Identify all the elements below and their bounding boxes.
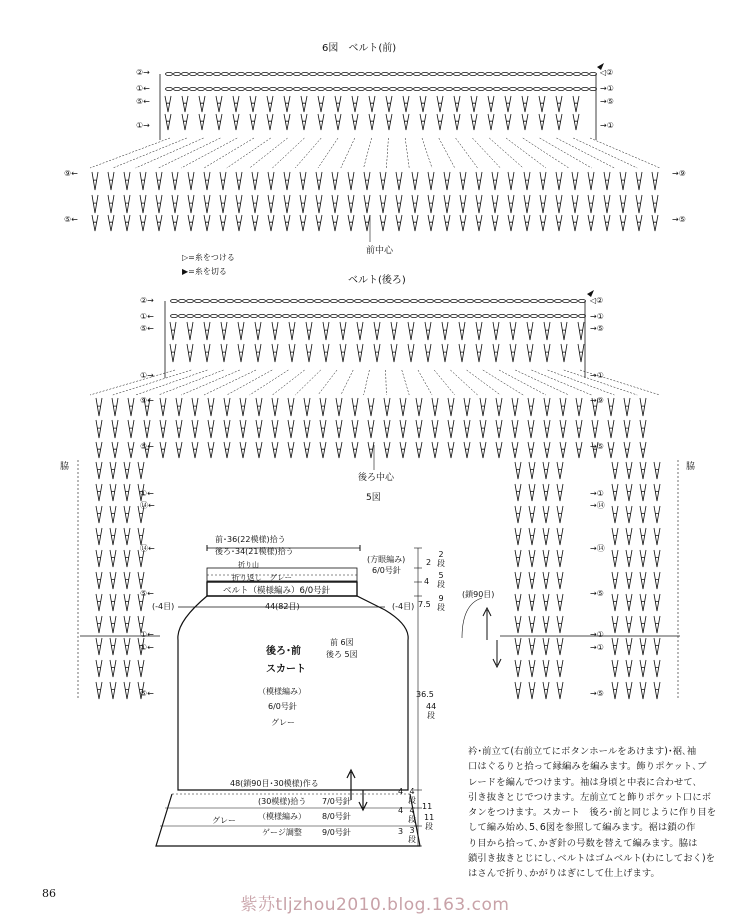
row-marker: →① xyxy=(590,643,604,652)
color-label: グレー xyxy=(271,718,295,727)
legend-cut-yarn: ▶=糸を切る xyxy=(182,267,227,276)
legend-attach-yarn: ▷=糸をつける xyxy=(182,253,235,262)
paragraph-line: 引き抜きとじでつけます。左前立てと飾りポケット口にボ xyxy=(468,791,712,803)
row-marker: →⑤ xyxy=(600,97,614,106)
row-marker: ①← xyxy=(140,630,154,639)
belt-band-label: ベルト（模様編み）6/0号針 xyxy=(223,586,331,596)
paragraph-line: して編み始め､5､6図を参照して編みます。裾は鎖の作 xyxy=(468,822,696,834)
dim-b4: 4 xyxy=(398,787,404,796)
row-marker: →① xyxy=(600,121,614,130)
fold-back-label: 折り返し グレー xyxy=(232,573,292,582)
row-marker: ①→ xyxy=(140,371,154,380)
dim-2: 2 xyxy=(426,558,432,567)
row-marker: ①← xyxy=(140,643,154,652)
skirt-title-1: 後ろ･前 xyxy=(266,646,301,657)
needle-label: 6/0号針 xyxy=(268,702,297,711)
fig6-belt-chart xyxy=(90,63,660,242)
row-marker: →⑤ xyxy=(590,689,604,698)
skirt-title-2: スカート xyxy=(266,664,306,675)
row-marker: →① xyxy=(590,489,604,498)
side-left-label: 脇 xyxy=(60,462,70,472)
row-marker: →⑭ xyxy=(590,501,605,510)
dim-b11-rows: 11段 xyxy=(424,813,435,831)
dim-4-rows: 5段 xyxy=(437,571,445,589)
row-marker: ②→ xyxy=(136,68,150,77)
row-marker: ◁② xyxy=(600,68,614,77)
row-marker: ⑭← xyxy=(140,501,155,510)
row-marker: ⑨← xyxy=(140,396,154,405)
hound-pattern-label: (方眼編み) xyxy=(367,555,406,564)
row-marker: ◁② xyxy=(590,296,604,305)
gauge-label: ゲージ調整 xyxy=(262,828,302,837)
hound-needle-label: 6/0号針 xyxy=(372,566,401,575)
row-marker: ⑨← xyxy=(64,169,78,178)
pick-30-needle: 7/0号針 xyxy=(322,797,351,806)
fig6-center-label: 前中心 xyxy=(366,246,394,256)
row-marker: ①← xyxy=(140,312,154,321)
row-marker: →① xyxy=(590,312,604,321)
dim-b4b-rows: 4段 xyxy=(408,806,416,824)
row-marker: ⑤← xyxy=(140,589,154,598)
instructions-paragraph xyxy=(468,744,728,882)
dim-36-5: 36.5 xyxy=(416,690,434,699)
row-marker: →① xyxy=(600,84,614,93)
decrease-left-label: (-4目) xyxy=(152,602,175,611)
row-marker: →① xyxy=(590,371,604,380)
row-marker: →⑨ xyxy=(590,396,604,405)
back-pick-up-label: 後ろ･34(21模様)拾う xyxy=(215,547,294,556)
dim-b3-rows: 3段 xyxy=(408,826,416,844)
row-marker: ⑤← xyxy=(136,97,150,106)
row-marker: ⑤← xyxy=(140,324,154,333)
page-number: 86 xyxy=(42,887,56,900)
row-marker: ①← xyxy=(136,84,150,93)
row-marker: →⑤ xyxy=(590,442,604,451)
pattern-label: （模様編み） xyxy=(258,687,306,696)
dim-b4b: 4 xyxy=(398,806,404,815)
hem-pattern-needle: 8/0号針 xyxy=(322,812,351,821)
row-marker: ①← xyxy=(140,489,154,498)
dim-b4-rows: 4段 xyxy=(408,787,416,805)
row-marker: →⑤ xyxy=(672,215,686,224)
dim-b11: 11 xyxy=(422,802,433,811)
row-marker: ⑤← xyxy=(64,215,78,224)
hem-pattern-label: （模様編み） xyxy=(258,812,306,821)
fig5-title: ベルト(後ろ) xyxy=(348,275,406,286)
side-right-label: 脇 xyxy=(686,462,696,472)
fig5-label: 5図 xyxy=(366,493,381,503)
dim-36-5-rows: 44段 xyxy=(426,702,437,720)
row-marker: →⑤ xyxy=(590,589,604,598)
fig5-center-label: 後ろ中心 xyxy=(358,473,395,483)
paragraph-line: タンをつけます。スカート 後ろ･前と同じように作り目を xyxy=(468,807,717,819)
dim-4: 4 xyxy=(424,577,430,586)
row-marker: ②→ xyxy=(140,296,154,305)
dim-7-5: 7.5 xyxy=(418,600,431,609)
front-ref-label: 前 6図 xyxy=(330,638,354,647)
row-marker: →⑭ xyxy=(590,544,605,553)
paragraph-line: レードを編んでつけます。袖は身頃と中表に合わせて､ xyxy=(468,776,698,788)
blog-watermark: 紫苏tljzhou2010.blog.163.com xyxy=(240,895,510,915)
skirt-width-label: 44(82目) xyxy=(265,602,300,611)
dim-b3: 3 xyxy=(398,827,404,836)
row-marker: ①→ xyxy=(136,121,150,130)
row-marker: ⑤← xyxy=(140,442,154,451)
row-marker: ⑭← xyxy=(140,544,155,553)
paragraph-line: 口はぐるりと拾って縁編みを編みます。飾りポケット､ブ xyxy=(468,761,707,773)
dim-2-rows: 2段 xyxy=(437,550,445,568)
hem-cast-on-label: 48(鎖90目･30模様)作る xyxy=(230,779,319,788)
paragraph-line: 鎖引き抜きとじにし､ベルトはゴムベルト(わにしておく)を xyxy=(468,853,716,865)
attach-yarn-icon: ▷ xyxy=(182,253,189,262)
fold-mountain-label: 折り山 xyxy=(238,561,259,569)
dim-7-5-rows: 9段 xyxy=(437,594,445,612)
front-pick-up-label: 前･36(22模様)拾う xyxy=(215,535,286,544)
row-marker: →⑤ xyxy=(590,324,604,333)
pick-30-label: (30模様)拾う xyxy=(258,797,307,806)
fig6-title: 6図 ベルト(前) xyxy=(322,43,397,54)
hem-color-label: グレー xyxy=(212,816,236,825)
chain-90-note: (鎖90目) xyxy=(462,590,495,599)
decrease-right-label: (-4目) xyxy=(392,602,415,611)
gauge-needle: 9/0号針 xyxy=(322,828,351,837)
row-marker: →① xyxy=(590,630,604,639)
cut-yarn-icon: ▶ xyxy=(182,267,189,276)
paragraph-line: 衿･前立て(右前立てにボタンホールをあけます)･裾､袖 xyxy=(468,746,697,757)
row-marker: →⑨ xyxy=(672,169,686,178)
back-ref-label: 後ろ 5図 xyxy=(326,650,358,659)
paragraph-line: はさんで折り､かがりはぎにして仕上げます。 xyxy=(468,868,660,880)
paragraph-line: り目から拾って､かぎ針の号数を替えて編みます。脇は xyxy=(468,837,698,849)
row-marker: ⑤← xyxy=(140,689,154,698)
